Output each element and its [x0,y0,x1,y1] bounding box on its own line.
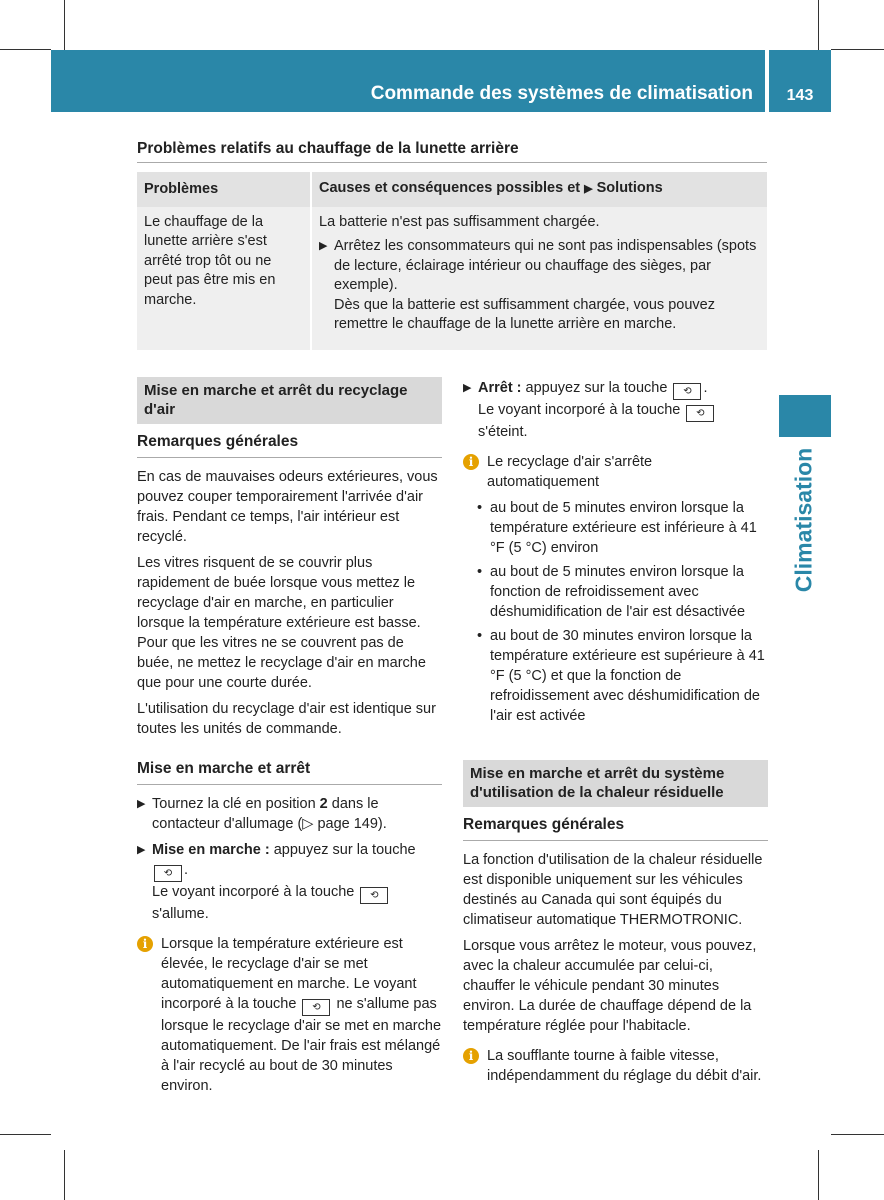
instruction-step: ▶ Tournez la clé en position 2 dans le contacteur d'allumage (▷ page 149). [137,796,387,832]
paragraph: Les vitres risquent de se couvrir plus rapidement de buée lorsque vous mettez le recyclage d'air en marche, en particulier lorsque la température extérieure est basse. Pour que les vitres ne se couvrent pas de buée, ne mettez le recyclage d'air en marche que pour une courte durée. [137,555,426,691]
table-cell-cause [311,207,767,350]
crop-mark [818,1150,819,1200]
cause-text: La batterie n'est pas suffisamment chargée. [319,213,600,230]
recirculation-key-icon: ⟲ [673,383,701,400]
info-icon: i [463,454,479,470]
onoff-heading: Mise en marche et arrêt [137,759,442,785]
table-title: Problèmes relatifs au chauffage de la lunette arrière [137,140,767,163]
right-column [463,378,768,1092]
crop-mark [818,0,819,50]
crop-mark [0,1134,51,1135]
header-bar [51,50,765,112]
left-column [137,377,442,1102]
paragraph: Lorsque vous arrêtez le moteur, vous pouvez, avec la chaleur accumulée par celui-ci, chauffer le véhicule pendant 30 minutes environ. La durée de chauffage dépend de la température réglée pour l'habitacle. [463,938,757,1034]
side-tab [774,447,834,593]
side-tab-label: Climatisation [790,447,817,593]
table-row [137,207,767,350]
instruction-step: ▶ Mise en marche : appuyez sur la touche ⟲ . Le voyant incorporé à la touche ⟲ s'allume. [137,842,416,922]
recirculation-key-icon: ⟲ [154,865,182,882]
triangle-arrow-icon: ▶ [584,183,593,195]
table-header-causes: Causes et conséquences possibles et ▶ Solutions [311,172,767,207]
paragraph: L'utilisation du recyclage d'air est identique sur toutes les unités de commande. [137,701,436,737]
triangle-arrow-icon: ▶ [137,798,146,810]
table-cell-problem: Le chauffage de la lunette arrière s'est arrêté trop tôt ou ne peut pas être mis en marche. [137,207,311,350]
crop-mark [64,1150,65,1200]
list-item: • au bout de 5 minutes environ lorsque la température extérieure est inférieure à 41 °F (5 °C) environ [477,500,757,556]
side-tab-marker [779,395,831,437]
solution-step: ▶ Arrêtez les consommateurs qui ne sont pas indispensables (spots de lecture, éclairage intérieur ou chauffage des sièges, par exemple). Dès que la batterie est suffisamment chargée, vous pouvez remettre le chauffage de la lunette arrière en marche. [319,238,757,332]
crop-mark [64,0,65,50]
info-note: i Lorsque la température extérieure est élevée, le recyclage d'air se met automatiquement en marche. Le voyant incorporé à la touche ⟲ ne s'allume pas lorsque le recyclage d'air se met en marche automatiquement. De l'air frais est mélangé à l'air recyclé au bout de 30 minutes environ. [137,934,442,1096]
crop-mark [831,49,884,50]
instruction-step: ▶ Arrêt : appuyez sur la touche ⟲ . Le voyant incorporé à la touche ⟲ s'éteint. [463,378,768,442]
paragraph: En cas de mauvaises odeurs extérieures, vous pouvez couper temporairement l'arrivée d'air frais. Pendant ce temps, l'air intérieur est recyclé. [137,469,438,545]
problems-table [137,172,767,350]
triangle-arrow-icon: ▶ [463,382,472,394]
page-number-box [769,50,831,112]
section-title-residual-heat: Mise en marche et arrêt du système d'utilisation de la chaleur résiduelle [463,760,768,807]
section-title-recirculation: Mise en marche et arrêt du recyclage d'air [137,377,442,424]
recirculation-key-icon: ⟲ [302,999,330,1016]
list-item: • au bout de 30 minutes environ lorsque la température extérieure est supérieure à 41 °F (5 °C) et que la fonction de refroidissement avec déshumidification de l'air est activée [477,628,765,724]
info-icon: i [463,1048,479,1064]
triangle-arrow-icon: ▶ [137,844,146,856]
remarks-heading: Remarques générales [463,815,768,841]
crop-mark [831,1134,884,1135]
info-note: i La soufflante tourne à faible vitesse, indépendamment du réglage du débit d'air. [463,1046,768,1086]
recirculation-key-icon: ⟲ [686,405,714,422]
triangle-arrow-icon: ▶ [319,240,328,252]
crop-mark [0,49,51,50]
list-item: • au bout de 5 minutes environ lorsque la fonction de refroidissement avec déshumidification de l'air est désactivée [477,564,746,620]
table-header-problems: Problèmes [137,172,311,207]
page-number: 143 [786,87,814,104]
info-note: i Le recyclage d'air s'arrête automatiquement [463,452,768,492]
info-icon: i [137,936,153,952]
paragraph: La fonction d'utilisation de la chaleur résiduelle est disponible uniquement sur les véhicules destinés au Canada qui sont équipés du climatiseur automatique THERMOTRONIC. [463,852,763,928]
recirculation-key-icon: ⟲ [360,887,388,904]
remarks-heading: Remarques générales [137,432,442,458]
page-title: Commande des systèmes de climatisation [370,83,753,104]
